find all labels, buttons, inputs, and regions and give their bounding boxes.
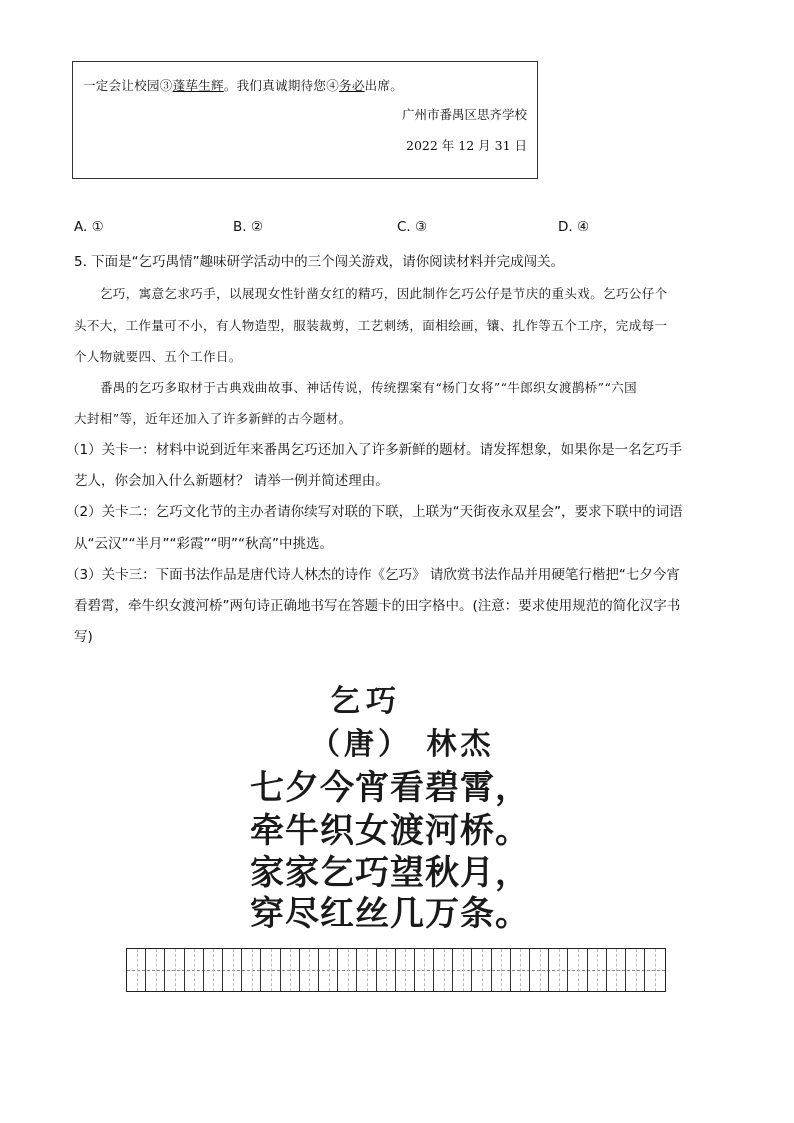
cell-midline: [252, 949, 253, 991]
option-d[interactable]: D. ④: [558, 219, 590, 235]
material-1-line-1: 乞巧，寓意乞求巧手，以展现女性针凿女红的精巧，因此制作乞巧公仔是节庆的重头戏。乞巧公仔个: [100, 286, 668, 301]
answer-cell[interactable]: [223, 949, 242, 991]
cell-midline: [578, 949, 579, 991]
cell-midline: [194, 949, 195, 991]
answer-cell[interactable]: [338, 949, 357, 991]
cell-midline: [405, 949, 406, 991]
option-c[interactable]: C. ③: [397, 219, 428, 235]
notice-text-a: 一定会让校园③: [83, 78, 173, 93]
cell-midline: [559, 949, 560, 991]
notice-text-b: 。我们真诚期待您④: [223, 78, 340, 93]
calligraphy-title: 乞巧: [330, 684, 402, 719]
cell-midline: [175, 949, 176, 991]
answer-cell[interactable]: [185, 949, 204, 991]
notice-box: [72, 61, 538, 179]
answer-cell[interactable]: [472, 949, 491, 991]
cell-midline: [597, 949, 598, 991]
cell-midline: [156, 949, 157, 991]
cell-midline: [271, 949, 272, 991]
answer-cell[interactable]: [626, 949, 645, 991]
cell-midline: [501, 949, 502, 991]
answer-cell[interactable]: [568, 949, 587, 991]
notice-date: 2022 年 12 月 31 日: [406, 138, 527, 153]
cell-midline: [520, 949, 521, 991]
cell-midline: [463, 949, 464, 991]
answer-cell[interactable]: [434, 949, 453, 991]
level-3-line-1: （3）关卡三：下面书法作品是唐代诗人林杰的诗作《乞巧》 请欣赏书法作品并用硬笔行楷把“七夕今宵: [66, 567, 680, 583]
cell-midline: [213, 949, 214, 991]
option-b[interactable]: B. ②: [233, 219, 263, 235]
calligraphy-line-1: 七夕今宵看碧霄，: [250, 768, 530, 808]
answer-cell[interactable]: [492, 949, 511, 991]
cell-midline: [233, 949, 234, 991]
cell-midline: [367, 949, 368, 991]
cell-midline: [482, 949, 483, 991]
calligraphy-line-2: 牵牛织女渡河桥。: [250, 811, 530, 851]
answer-cell[interactable]: [588, 949, 607, 991]
answer-cell[interactable]: [300, 949, 319, 991]
cell-midline: [636, 949, 637, 991]
answer-cell[interactable]: [549, 949, 568, 991]
answer-grid[interactable]: [126, 948, 666, 992]
level-2-line-2: 从“云汉”“半月”“彩霞”“明”“秋高”中挑选。: [74, 536, 333, 552]
answer-cell[interactable]: [281, 949, 300, 991]
answer-cell[interactable]: [357, 949, 376, 991]
answer-cell[interactable]: [396, 949, 415, 991]
answer-cell[interactable]: [530, 949, 549, 991]
answer-cell[interactable]: [645, 949, 664, 991]
level-3-line-2: 看碧霄，牵牛织女渡河桥”两句诗正确地书写在答题卡的田字格中。(注意：要求使用规范的简化汉字书: [74, 598, 681, 614]
cell-midline: [309, 949, 310, 991]
notice-school: 广州市番禺区思齐学校: [401, 107, 527, 122]
answer-cell[interactable]: [607, 949, 626, 991]
cell-midline: [444, 949, 445, 991]
answer-cell[interactable]: [415, 949, 434, 991]
answer-cell[interactable]: [511, 949, 530, 991]
level-3-line-3: 写): [74, 629, 93, 645]
level-1-line-2: 艺人，你会加入什么新题材？ 请举一例并简述理由。: [74, 473, 389, 489]
answer-cell[interactable]: [165, 949, 184, 991]
answer-cell[interactable]: [127, 949, 146, 991]
calligraphy-line-3: 家家乞巧望秋月，: [250, 853, 530, 893]
answer-cell[interactable]: [453, 949, 472, 991]
cell-midline: [329, 949, 330, 991]
calligraphy-line-4: 穿尽红丝几万条。: [250, 894, 530, 934]
answer-cell[interactable]: [204, 949, 223, 991]
cell-midline: [424, 949, 425, 991]
cell-midline: [540, 949, 541, 991]
level-1-line-1: （1）关卡一：材料中说到近年来番禺乞巧还加入了许多新鲜的题材。请发挥想象，如果你是一名乞巧手: [66, 442, 683, 458]
material-1-line-2: 头不大，工作量可不小，有人物造型，服装裁剪，工艺刺绣，面相绘画，镶、扎作等五个工序，完成每一: [74, 318, 668, 333]
answer-cell[interactable]: [242, 949, 261, 991]
notice-text-c: 出席。: [364, 78, 404, 93]
option-a[interactable]: A. ①: [74, 219, 104, 235]
material-2-line-2: 大封相”等，近年还加入了许多新鲜的古今题材。: [74, 411, 352, 426]
cell-midline: [386, 949, 387, 991]
calligraphy-author: （唐） 林杰: [310, 727, 495, 762]
cell-midline: [290, 949, 291, 991]
level-2-line-1: （2）关卡二：乞巧文化节的主办者请你续写对联的下联，上联为“天街夜永双星会”，要求下联中的词语: [66, 504, 683, 520]
underlined-phrase-1: 蓬荜生辉: [172, 78, 224, 93]
answer-cell[interactable]: [377, 949, 396, 991]
answer-cell[interactable]: [319, 949, 338, 991]
question-5-intro: 5. 下面是“乞巧禺情”趣味研学活动中的三个闯关游戏，请你阅读材料并完成闯关。: [74, 254, 565, 270]
cell-midline: [348, 949, 349, 991]
cell-midline: [616, 949, 617, 991]
notice-text: [83, 76, 403, 94]
cell-midline: [655, 949, 656, 991]
material-2-line-1: 番禺的乞巧多取材于古典戏曲故事、神话传说，传统摆案有“杨门女将”“牛郎织女渡鹊桥”“六国: [100, 380, 638, 395]
underlined-phrase-2: 务必: [339, 78, 365, 93]
answer-cell[interactable]: [146, 949, 165, 991]
answer-cell[interactable]: [261, 949, 280, 991]
material-1-line-3: 个人物就要四、五个工作日。: [74, 349, 242, 364]
cell-midline: [137, 949, 138, 991]
